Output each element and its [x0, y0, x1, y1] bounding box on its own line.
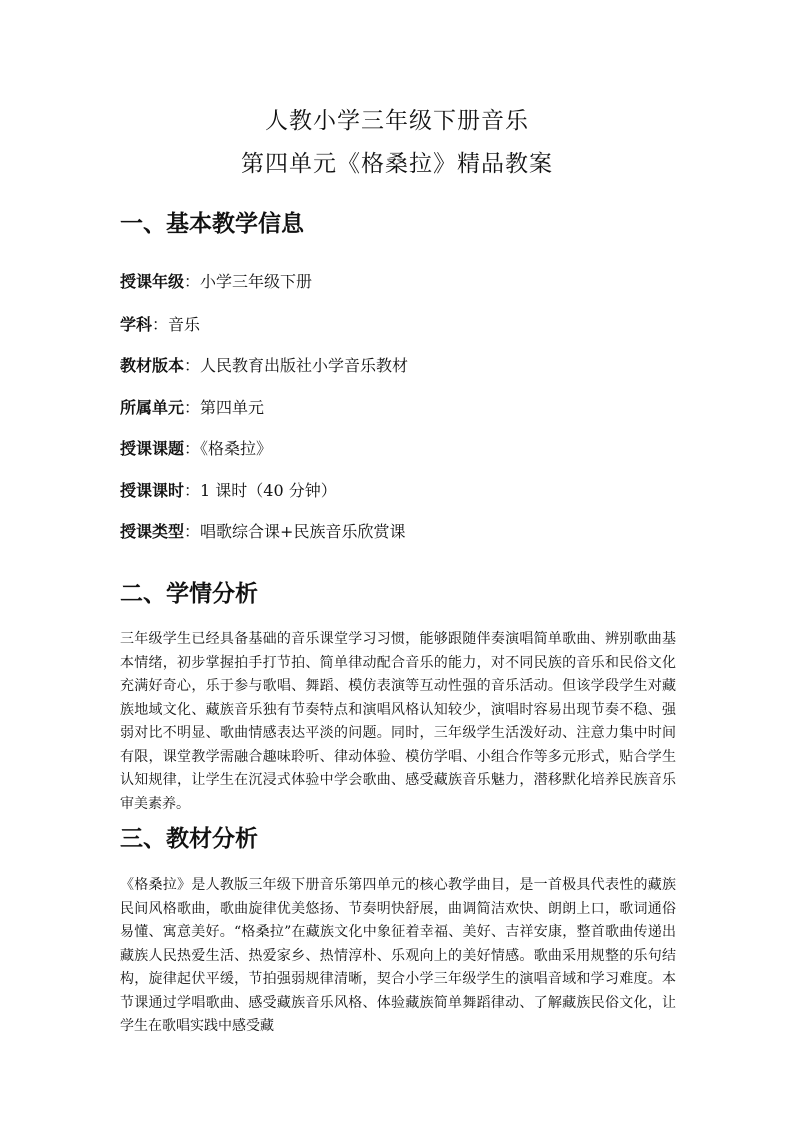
- material-analysis-paragraph: 《格桑拉》是人教版三年级下册音乐第四单元的核心教学曲目，是一首极具代表性的藏族民间风格歌曲，歌曲旋律优美悠扬、节奏明快舒展，曲调简洁欢快、朗朗上口，歌词通俗易懂、寓意美好。“格桑拉”在藏族文化中象征着幸福、美好、吉祥安康，整首歌曲传递出藏族人民热爱生活、热爱家乡、热情淳朴、乐观向上的美好情感。歌曲采用规整的乐句结构，旋律起伏平缓，节拍强弱规律清晰，契合小学三年级学生的演唱音域和学习难度。本节课通过学唱歌曲、感受藏族音乐风格、体验藏族简单舞蹈律动、了解藏族民俗文化，让学生在歌唱实践中感受藏: [120, 877, 676, 1034]
- info-sep: ：: [184, 522, 201, 541]
- info-key: 授课课时: [120, 481, 185, 500]
- info-value: 《格桑拉》: [200, 439, 273, 458]
- info-key: 学科: [120, 315, 153, 334]
- info-key: 所属单元: [120, 398, 185, 417]
- info-value: 人民教育出版社小学音乐教材: [200, 356, 409, 375]
- info-key: 授课类型: [120, 522, 185, 541]
- info-row-textbook: [120, 353, 408, 376]
- section-heading-basic-info: 一、基本教学信息: [120, 211, 304, 237]
- info-row-lesson-type: [120, 519, 405, 542]
- document-title-line1: 人教小学三年级下册音乐: [265, 108, 529, 134]
- info-key: 授课年级: [120, 272, 185, 291]
- info-sep: ：: [184, 439, 201, 458]
- section-heading-student-analysis: 二、学情分析: [120, 581, 258, 607]
- info-row-topic: [120, 436, 272, 459]
- info-value: 第四单元: [200, 398, 265, 417]
- info-row-grade: [120, 269, 312, 292]
- info-sep: ：: [184, 398, 201, 417]
- student-analysis-paragraph: 三年级学生已经具备基础的音乐课堂学习习惯，能够跟随伴奏演唱简单歌曲、辨别歌曲基本情绪，初步掌握拍手打节拍、简单律动配合音乐的能力，对不同民族的音乐和民俗文化充满好奇心，乐于参与歌唱、舞蹈、模仿表演等互动性强的音乐活动。但该学段学生对藏族地域文化、藏族音乐独有节奏特点和演唱风格认知较少，演唱时容易出现节奏不稳、强弱对比不明显、歌曲情感表达平淡的问题。同时，三年级学生活泼好动、注意力集中时间有限，课堂教学需融合趣味聆听、律动体验、模仿学唱、小组合作等多元形式，贴合学生认知规律，让学生在沉浸式体验中学会歌曲、感受藏族音乐魅力，潜移默化培养民族音乐审美素养。: [120, 631, 676, 812]
- info-sep: ：: [184, 481, 201, 500]
- info-value: 小学三年级下册: [200, 272, 313, 291]
- info-value: 1 课时（40 分钟）: [200, 481, 337, 500]
- info-value: 音乐: [168, 315, 201, 334]
- document-title-line2: 第四单元《格桑拉》精品教案: [241, 151, 553, 177]
- info-sep: ：: [184, 356, 201, 375]
- section-heading-material-analysis: 三、教材分析: [120, 826, 258, 852]
- info-key: 教材版本: [120, 356, 185, 375]
- info-value: 唱歌综合课+民族音乐欣赏课: [200, 522, 406, 541]
- info-row-subject: [120, 312, 200, 335]
- info-sep: ：: [184, 272, 201, 291]
- info-key: 授课课题: [120, 439, 185, 458]
- info-row-unit: [120, 395, 264, 418]
- info-sep: ：: [152, 315, 169, 334]
- info-row-duration: [120, 478, 337, 501]
